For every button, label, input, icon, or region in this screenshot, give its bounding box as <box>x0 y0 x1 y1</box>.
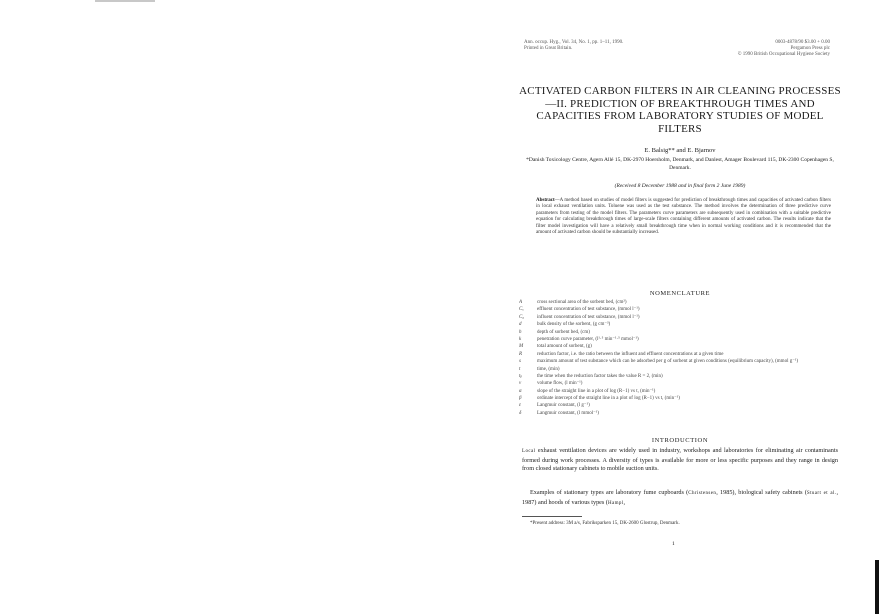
abstract <box>536 198 831 236</box>
nomenclature-definition: total amount of sorbent, (g) <box>537 344 592 350</box>
abstract-text: —A method based on studies of model filters is suggested for prediction of breakthrough times and capacities of activated carbon filters in local exhaust ventilation units. Toluene was used as the test substance. The method involves the determination of three predictive curve parameters from testing of the model filters. The parameters curve parameters are subsequently used in combination with a suitable predictive equation for calculating breakthrough times of large-scale filters containing different amounts of activated carbon. The results indicate that the filter model investigation will have a relatively small breakthrough time when in normal working conditions and it is recommended that the amount of activated carbon should be substantially increased. <box>536 198 831 236</box>
nomenclature-item <box>519 366 839 373</box>
nomenclature-symbol: M <box>519 344 524 350</box>
nomenclature-definition: penetration curve parameter, (l¹·⁵ min⁻¹·⁵ mmol⁻¹) <box>537 336 639 342</box>
journal-header-left <box>524 40 623 52</box>
p2-text-start: Examples of stationary types are laboratory fume cupboards ( <box>530 489 689 496</box>
affiliation: *Danish Toxicology Centre, Agern Allé 15, DK-2970 Hoersholm, Denmark, and Danlest, Amager Boulevard 115, DK-2300 Copenhagen S, Denmark. <box>526 157 834 171</box>
nomenclature-definition: bulk density of the sorbent, (g cm⁻³) <box>537 322 611 328</box>
scan-artifact <box>95 0 155 2</box>
scan-edge-artifact <box>875 560 879 614</box>
intro-paragraph-1 <box>522 447 838 474</box>
nomenclature-definition: Langmuir constant, (l g⁻¹) <box>537 403 590 409</box>
p2-text-mid: , 1985), biological safety cabinets ( <box>716 489 807 496</box>
nomenclature-definition: cross sectional area of the sorbent bed, (cm²) <box>537 300 627 305</box>
copyright: © 1990 British Occupational Hygiene Society <box>737 52 830 57</box>
nomenclature-symbol: C₀ <box>519 314 525 320</box>
nomenclature-item <box>519 299 839 306</box>
intro-paragraph-1-text: exhaust ventilation devices are widely used in industry, workshops and laboratories for eliminating air contaminants formed during work processes. A diversity of types is available for more or less specific purposes and they range in design from closed stationary cabinets to mobile suction units. <box>522 447 838 473</box>
nomenclature-symbol: Cₓ <box>519 307 524 313</box>
nomenclature-symbol: h <box>519 329 522 335</box>
nomenclature-symbol: ε <box>519 403 521 409</box>
nomenclature-symbol: δ <box>519 410 522 416</box>
ref-stuart: Stuart et al. <box>806 491 837 496</box>
nomenclature-item <box>519 410 839 417</box>
nomenclature-definition: depth of sorbent bed, (cm) <box>537 329 590 335</box>
nomenclature-heading: NOMENCLATURE <box>649 290 711 297</box>
nomenclature-symbol: k <box>519 336 522 342</box>
printed-in: Printed in Great Britain. <box>524 46 573 51</box>
nomenclature-definition: time, (min) <box>537 366 560 372</box>
abstract-label: Abstract <box>536 198 555 203</box>
nomenclature-list <box>519 299 839 417</box>
nomenclature-symbol: α <box>519 388 522 394</box>
nomenclature-definition: maximum amount of test substance which can be adsorbed per g of sorbent at given conditions (equilibrium capacity), (mmol g⁻¹) <box>537 359 799 365</box>
nomenclature-item <box>519 351 839 358</box>
intro-paragraph-2 <box>522 489 838 508</box>
publisher: Pergamon Press plc <box>790 46 830 51</box>
nomenclature-definition: Langmuir constant, (l mmol⁻¹) <box>537 410 599 416</box>
nomenclature-definition: influent concentration of test substance, (mmol l⁻¹) <box>537 314 640 320</box>
nomenclature-definition: slope of the straight line in a plot of log (R−1) vs t, (min⁻¹) <box>537 388 656 394</box>
nomenclature-item <box>519 402 839 409</box>
introduction-heading: INTRODUCTION <box>651 437 709 444</box>
p2-text-end: , <box>623 498 626 506</box>
nomenclature-item <box>519 306 839 313</box>
authors: E. Balsig** and E. Bjarnov <box>644 147 716 154</box>
intro-lead-word: Local <box>522 449 536 454</box>
nomenclature-definition: reduction factor, i.e. the ratio between the influent and effluent concentrations at a given time <box>537 351 724 357</box>
ref-christensen: Christensen <box>688 491 717 496</box>
paper-title: ACTIVATED CARBON FILTERS IN AIR CLEANING PROCESSES—II. PREDICTION OF BREAKTHROUGH TIMES AND CAPACITIES FROM LABORATORY STUDIES OF MODEL FILTERS <box>519 85 841 135</box>
nomenclature-item <box>519 336 839 343</box>
nomenclature-symbol: t <box>519 366 521 372</box>
nomenclature-item <box>519 314 839 321</box>
journal-citation: Ann. occup. Hyg., Vol. 34, No. 1, pp. 1–11, 1990. <box>524 40 624 45</box>
nomenclature-definition: the time when the reduction factor takes the value R = 2, (min) <box>537 373 663 379</box>
nomenclature-symbol: R <box>519 351 523 357</box>
nomenclature-item <box>519 343 839 350</box>
journal-header-right <box>735 40 830 58</box>
nomenclature-item <box>519 373 839 380</box>
nomenclature-symbol: v <box>519 381 522 387</box>
page-number: 1 <box>672 541 675 547</box>
nomenclature-item <box>519 321 839 328</box>
nomenclature-item <box>519 395 839 402</box>
ref-hampl: Hampl <box>607 500 624 506</box>
nomenclature-item <box>519 380 839 387</box>
footnote: *Present address: 3M a/s, Fabriksparken 15, DK-2600 Glostrup, Denmark. <box>530 521 680 526</box>
nomenclature-definition: ordinate intercept of the straight line in a plot of log (R−1) vs t, (min⁻¹) <box>537 396 680 402</box>
p2-text-mid2: , 1987) and hoods of various types ( <box>522 489 838 506</box>
nomenclature-item <box>519 358 839 365</box>
nomenclature-symbol: β <box>519 396 522 402</box>
nomenclature-symbol: A <box>519 300 523 305</box>
received-dates: (Received 8 December 1988 and in final form 2 June 1989) <box>614 183 746 189</box>
issn: 0003-4878/90 $3.00 + 0.00 <box>775 40 830 45</box>
nomenclature-definition: volume flow, (l min⁻¹) <box>537 381 583 387</box>
nomenclature-symbol: d <box>519 322 522 328</box>
nomenclature-symbol: tᵦ <box>519 373 522 379</box>
nomenclature-definition: effluent concentration of test substance, (mmol l⁻¹) <box>537 307 640 313</box>
nomenclature-item <box>519 388 839 395</box>
footnote-rule <box>522 516 582 517</box>
nomenclature-symbol: s <box>519 359 521 365</box>
nomenclature-item <box>519 329 839 336</box>
